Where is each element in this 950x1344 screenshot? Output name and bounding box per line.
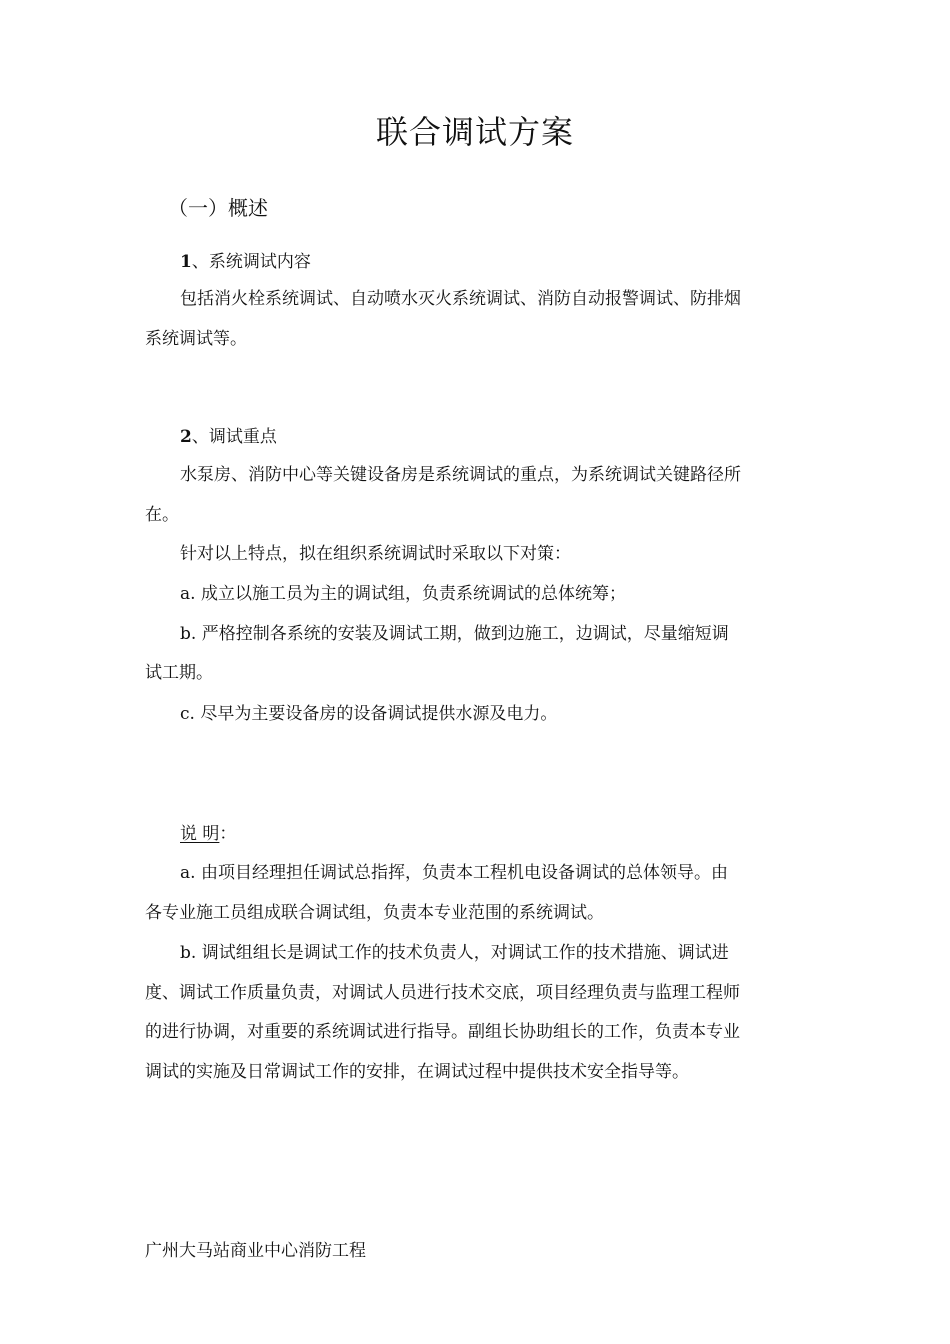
- note-a-line2: 各专业施工员组成联合调试组，负责本专业范围的系统调试。: [145, 903, 604, 923]
- measure-b-line1: b. 严格控制各系统的安装及调试工期，做到边施工，边调试，尽量缩短调: [180, 624, 729, 644]
- item1-body-line1: 包括消火栓系统调试、自动喷水灭火系统调试、消防自动报警调试、防排烟: [180, 289, 741, 309]
- item1-body-line2: 系统调试等。: [145, 329, 247, 349]
- item2-heading-text: 、调试重点: [191, 427, 277, 447]
- measure-a: a. 成立以施工员为主的调试组，负责系统调试的总体统筹；: [180, 584, 626, 604]
- note-b-line1: b. 调试组组长是调试工作的技术负责人，对调试工作的技术措施、调试进: [180, 943, 729, 963]
- page-footer: 广州大马站商业中心消防工程: [145, 1241, 366, 1261]
- item2-number: 2: [180, 427, 192, 447]
- notes-heading: [180, 823, 845, 845]
- item1-number: 1: [180, 252, 192, 272]
- note-b-line4: 调试的实施及日常调试工作的安排，在调试过程中提供技术安全指导等。: [145, 1062, 689, 1082]
- notes-label: 说 明: [180, 824, 220, 844]
- page-title: 联合调试方案: [375, 113, 574, 151]
- item1-heading-text: 、系统调试内容: [191, 252, 311, 272]
- item1-heading: [180, 251, 845, 273]
- note-b-line3: 的进行协调，对重要的系统调试进行指导。副组长协助组长的工作，负责本专业: [145, 1022, 740, 1042]
- item2-heading: [180, 426, 845, 448]
- notes-colon: ：: [219, 824, 237, 844]
- item2-body-line2: 在。: [145, 505, 179, 525]
- measure-c: c. 尽早为主要设备房的设备调试提供水源及电力。: [180, 704, 558, 724]
- item2-intro: 针对以上特点，拟在组织系统调试时采取以下对策：: [180, 544, 571, 564]
- item2-body-line1: 水泵房、消防中心等关键设备房是系统调试的重点，为系统调试关键路径所: [180, 465, 741, 485]
- note-b-line2: 度、调试工作质量负责，对调试人员进行技术交底，项目经理负责与监理工程师: [145, 983, 740, 1003]
- section-heading: （一）概述: [168, 196, 268, 220]
- measure-b-line2: 试工期。: [145, 663, 213, 683]
- note-a-line1: a. 由项目经理担任调试总指挥，负责本工程机电设备调试的总体领导。由: [180, 863, 728, 883]
